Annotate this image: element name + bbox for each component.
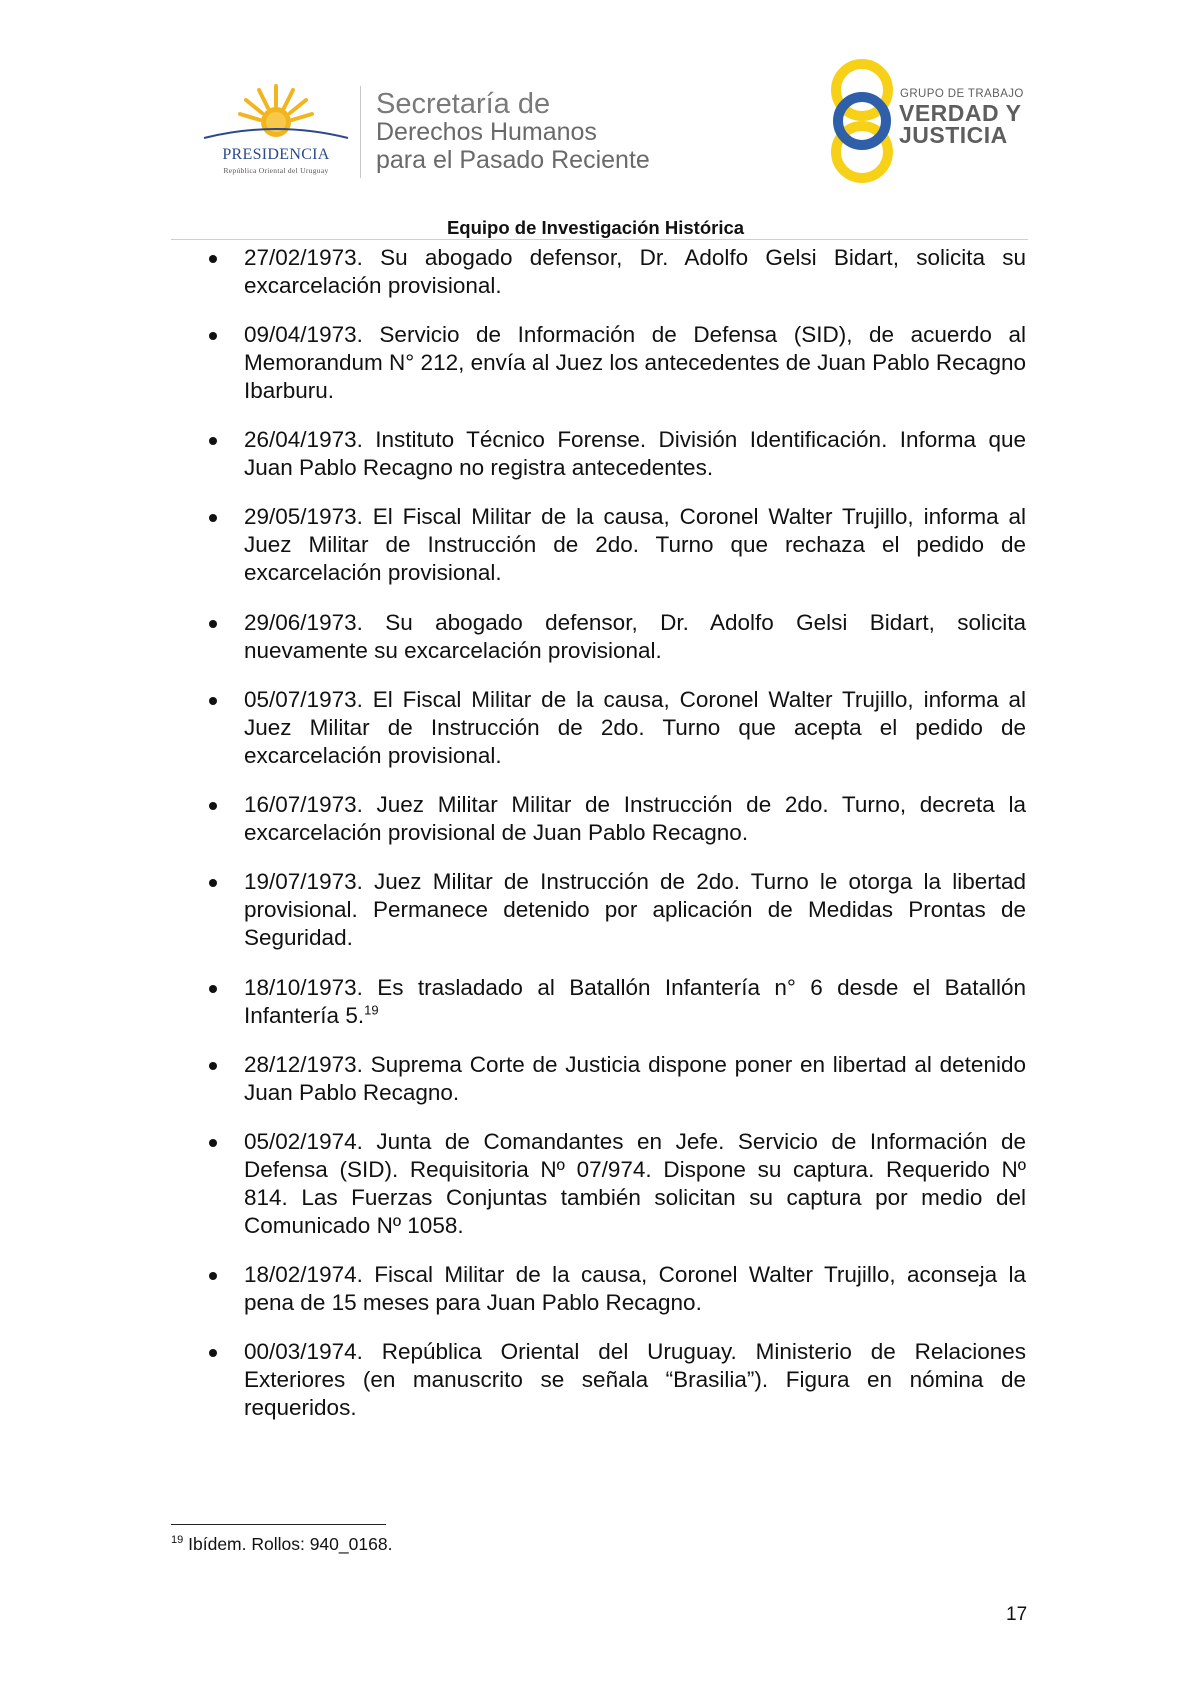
header-rule <box>171 239 1028 240</box>
presidencia-name: PRESIDENCIA <box>222 146 330 163</box>
bullet-icon <box>209 255 217 263</box>
list-item-text: 26/04/1973. Instituto Técnico Forense. División Identificación. Informa que Juan Pablo Recagno no registra antecedentes. <box>244 427 1026 480</box>
secretaria-line-1: Secretaría de <box>376 88 551 120</box>
footnote-text: Ibídem. Rollos: 940_0168. <box>188 1534 393 1554</box>
list-item-text: 19/07/1973. Juez Militar de Instrucción de 2do. Turno le otorga la libertad provisional. Permanece detenido por aplicación de Medidas Prontas de Seguridad. <box>244 869 1026 950</box>
header-divider <box>360 86 361 178</box>
bullet-icon <box>209 332 217 340</box>
bullet-icon <box>209 985 217 993</box>
bullet-icon <box>209 1062 217 1070</box>
bullet-icon <box>209 1272 217 1280</box>
footnote-reference: 19 <box>364 1002 379 1018</box>
list-item-text: 05/07/1973. El Fiscal Militar de la causa, Coronel Walter Trujillo, informa al Juez Militar de Instrucción de 2do. Turno que acepta el pedido de excarcelación provisional. <box>244 687 1026 768</box>
grupo-line-1: GRUPO DE TRABAJO <box>900 88 1024 100</box>
rings-emblem-icon <box>826 56 898 186</box>
list-item-text <box>244 974 1026 1030</box>
list-item-text: 29/06/1973. Su abogado defensor, Dr. Adolfo Gelsi Bidart, solicita nuevamente su excarcelación provisional. <box>244 610 1026 663</box>
list-item-text: 29/05/1973. El Fiscal Militar de la causa, Coronel Walter Trujillo, informa al Juez Militar de Instrucción de 2do. Turno que rechaza el pedido de excarcelación provisional. <box>244 504 1026 585</box>
team-title: Equipo de Investigación Histórica <box>446 217 745 238</box>
bullet-icon <box>209 437 217 445</box>
sun-emblem-icon <box>196 82 356 146</box>
bullet-icon <box>209 697 217 705</box>
list-item-text-body: 18/10/1973. Es trasladado al Batallón Infantería n° 6 desde el Batallón Infantería 5. <box>244 975 1026 1028</box>
list-item-text: 05/02/1974. Junta de Comandantes en Jefe. Servicio de Información de Defensa (SID). Requisitoria Nº 07/974. Dispone su captura. Requerido Nº 814. Las Fuerzas Conjuntas también solicitan su captura por medio del Comunicado Nº 1058. <box>244 1129 1026 1238</box>
list-item-text: 00/03/1974. República Oriental del Uruguay. Ministerio de Relaciones Exteriores (en manuscrito se señala “Brasilia”). Figura en nómina de requeridos. <box>244 1339 1026 1420</box>
list-item-text: 28/12/1973. Suprema Corte de Justicia dispone poner en libertad al detenido Juan Pablo Recagno. <box>244 1052 1026 1105</box>
list-item-text: 09/04/1973. Servicio de Información de Defensa (SID), de acuerdo al Memorandum N° 212, envía al Juez los antecedentes de Juan Pablo Recagno Ibarburu. <box>244 322 1026 403</box>
bullet-icon <box>209 514 217 522</box>
presidencia-subtitle: República Oriental del Uruguay <box>223 166 329 175</box>
page-number: 17 <box>1006 1604 1028 1625</box>
grupo-line-3: JUSTICIA <box>899 122 1008 148</box>
bullet-icon <box>209 1139 217 1147</box>
footnote-number: 19 <box>171 1534 184 1547</box>
list-item-text: 16/07/1973. Juez Militar Militar de Instrucción de 2do. Turno, decreta la excarcelación provisional de Juan Pablo Recagno. <box>244 792 1026 845</box>
bullet-icon <box>209 802 217 810</box>
bullet-icon <box>209 879 217 887</box>
list-item-text: 27/02/1973. Su abogado defensor, Dr. Adolfo Gelsi Bidart, solicita su excarcelación provisional. <box>244 245 1026 298</box>
footnote-rule <box>171 1524 386 1525</box>
secretaria-line-3: para el Pasado Reciente <box>376 146 650 174</box>
bullet-icon <box>209 620 217 628</box>
grupo-line-2: VERDAD Y <box>899 100 1022 126</box>
secretaria-line-2: Derechos Humanos <box>376 118 597 146</box>
secretaria-logo-text <box>376 90 650 174</box>
verdad-justicia-logo <box>826 56 1026 186</box>
bullet-icon <box>209 1349 217 1357</box>
footnote <box>171 1534 392 1555</box>
list-item-text: 18/02/1974. Fiscal Militar de la causa, Coronel Walter Trujillo, aconseja la pena de 15 meses para Juan Pablo Recagno. <box>244 1262 1026 1315</box>
presidencia-logo <box>196 82 356 178</box>
